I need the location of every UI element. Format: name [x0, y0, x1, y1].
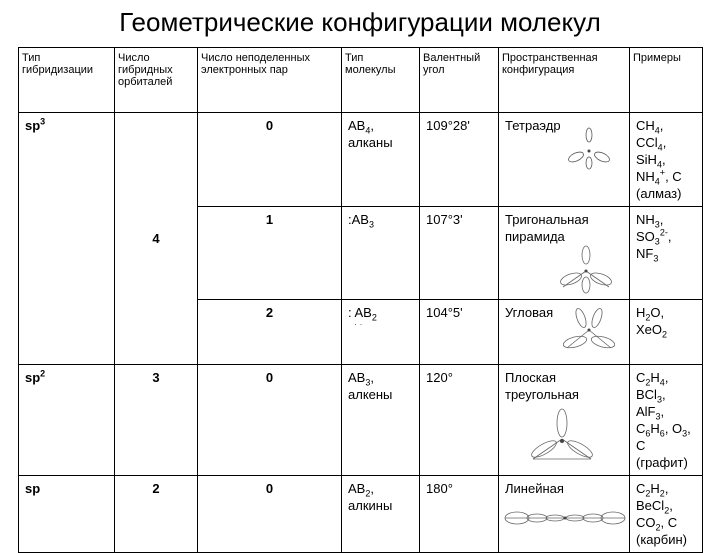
valence-angle-cell: 107°3' — [420, 207, 499, 300]
configurations-table — [18, 47, 703, 553]
hybridization-cell: $sp^2$ — [19, 365, 115, 476]
molecule-type-cell: : $AB_2$ · · — [342, 300, 420, 365]
examples-cell: $C_2H_2$, BeCl$_2$, $CO_2$, C (карбин) — [630, 476, 703, 553]
header-examples: Примеры — [630, 48, 703, 113]
tetrahedron-figure — [565, 125, 613, 171]
molecule-type-cell: $AB_3$, алкены — [342, 365, 420, 476]
header-lone-pairs: Число неподеленных электронных пар — [198, 48, 342, 113]
valence-angle-cell: 180° — [420, 476, 499, 553]
header-molecule-type: Тип молекулы — [342, 48, 420, 113]
table-row — [19, 365, 703, 476]
molecule-type-cell: $AB_2$, алкины — [342, 476, 420, 553]
configuration-cell: Линейная — [499, 476, 630, 553]
trigonal-pyramid-figure — [557, 243, 615, 295]
configuration-cell: Угловая — [499, 300, 630, 365]
lone-pairs-cell: 0 — [198, 476, 342, 553]
header-valence-angle: Валентный угол — [420, 48, 499, 113]
linear-figure — [503, 506, 627, 530]
configuration-cell: Тетраэдр — [499, 113, 630, 207]
hybridization-cell: $sp^3$ — [19, 113, 115, 365]
trigonal-planar-figure — [529, 405, 595, 467]
valence-angle-cell: 104°5' — [420, 300, 499, 365]
lone-pairs-cell: 2 — [198, 300, 342, 365]
configuration-cell: Тригональная пирамида — [499, 207, 630, 300]
examples-cell: $NH_3$, $SO_3^{2-}$, $NF_3$ — [630, 207, 703, 300]
table-row — [19, 476, 703, 553]
lone-pairs-cell: 0 — [198, 113, 342, 207]
orbital-count-cell: 4 — [115, 113, 198, 365]
orbital-count-cell: 2 — [115, 476, 198, 553]
angular-figure — [559, 304, 619, 358]
lone-pairs-cell: 1 — [198, 207, 342, 300]
orbital-count-cell: 3 — [115, 365, 198, 476]
page-title: Геометрические конфигурации молекул — [119, 7, 601, 37]
table-row — [19, 113, 703, 207]
lone-pairs-cell: 0 — [198, 365, 342, 476]
configuration-cell: Плоская треугольная — [499, 365, 630, 476]
header-hybridization: Тип гибридизации — [19, 48, 115, 113]
valence-angle-cell: 120° — [420, 365, 499, 476]
molecule-type-cell: $:AB_3$ — [342, 207, 420, 300]
header-row — [19, 48, 703, 113]
molecule-type-cell: $AB_4$, алканы — [342, 113, 420, 207]
examples-cell: $H_2O$, XeO$_2$ — [630, 300, 703, 365]
hybridization-cell: sp — [19, 476, 115, 553]
header-orbital-count: Число гибридных орбиталей — [115, 48, 198, 113]
examples-cell: $CH_4$, CCl$_4$, SiH$_4$, $NH_4^+$, C (алмаз) — [630, 113, 703, 207]
examples-cell: $C_2H_4$, BCl$_3$, AlF$_3$, $C_6H_6$, $O_3$, C (графит) — [630, 365, 703, 476]
header-configuration: Пространственная конфигурация — [499, 48, 630, 113]
valence-angle-cell: 109°28' — [420, 113, 499, 207]
